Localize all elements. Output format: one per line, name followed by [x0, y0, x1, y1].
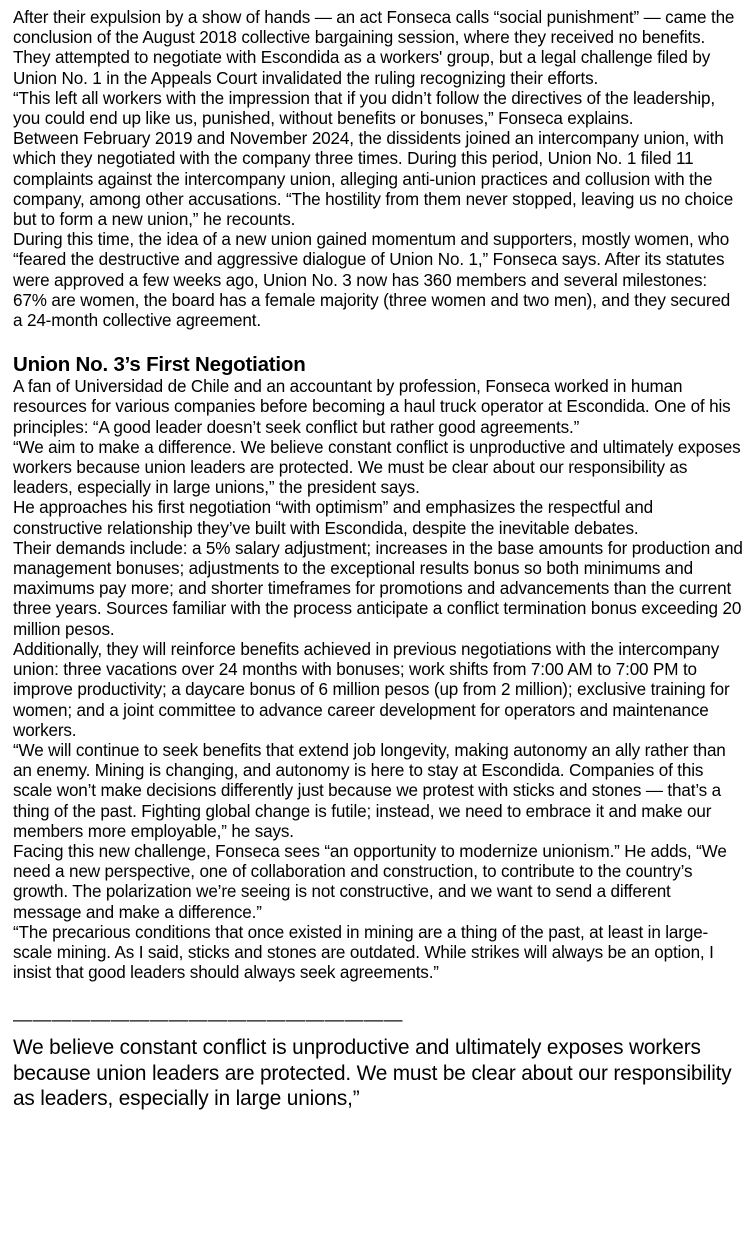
- paragraph-benefits: Additionally, they will reinforce benefits achieved in previous negotiations with the intercompany union: three vacations over 24 months with bonuses; work shifts from 7:00 AM to 7:00 PM to improve productivity; a daycare bonus of 6 million pesos (up from 2 million); exclusive training for women; and a joint committee to advance career development for operators and maintenance workers.: [13, 639, 730, 740]
- paragraph-intercompany-union: Between February 2019 and November 2024, the dissidents joined an intercompany union, with which they negotiated with the company three times. During this period, Union No. 1 filed 11 complaints against the intercompany union, alleging anti-union practices and collusion with the company, among other accusations. “The hostility from them never stopped, leaving us no choice but to form a new union,” he recounts.: [13, 129, 734, 230]
- paragraph-autonomy: “We will continue to seek benefits that extend job longevity, making autonomy an ally rather than an enemy. Mining is changing, and autonomy is here to stay at Escondida. Companies of this scale won’t make decisions differently just because we protest with sticks and stones — that’s a thing of the past. Fighting global change is futile; instead, we need to embrace it and make our members more employable,” he says.: [13, 740, 726, 841]
- paragraph-expulsion: After their expulsion by a show of hands — an act Fonseca calls “social punishment” — came the conclusion of the August 2018 collective bargaining session, where they received no benefits. They attempted to negotiate with Escondida as a workers' group, but a legal challenge filed by Union No. 1 in the Appeals Court invalidated the ruling recognizing their efforts.: [13, 8, 735, 88]
- paragraph-fonseca-explains: “This left all workers with the impression that if you didn’t follow the directives of the leadership, you could end up like us, punished, without benefits or bonuses,” Fonseca explains.: [13, 88, 716, 129]
- paragraph-demands: Their demands include: a 5% salary adjustment; increases in the base amounts for production and management bonuses; adjustments to the exceptional results bonus so both minimums and maximums pay more; and shorter timeframes for promotions and advancements than the current three years. Sources familiar with the process anticipate a conflict termination bonus exceeding 20 million pesos.: [13, 538, 743, 639]
- section-heading: Union No. 3’s First Negotiation: [13, 353, 306, 377]
- paragraph-make-a-difference: “We aim to make a difference. We believe constant conflict is unproductive and ultimately exposes workers because union leaders are protected. We must be clear about our responsibility as leaders, especially in large unions,” the president says.: [13, 437, 741, 498]
- paragraph-new-union-momentum: During this time, the idea of a new union gained momentum and supporters, mostly women, who “feared the destructive and aggressive dialogue of Union No. 1,” Fonseca says. After its statutes were approved a few weeks ago, Union No. 3 now has 360 members and several milestones: 67% are women, the board has a female majority (three women and two men), and they secured a 24-month collective agreement.: [13, 230, 731, 331]
- paragraph-fonseca-background: A fan of Universidad de Chile and an accountant by profession, Fonseca worked in human resources for various companies before becoming a haul truck operator at Escondida. One of his principles: “A good leader doesn’t seek conflict but rather good agreements.”: [13, 377, 731, 437]
- pull-quote-divider: ————————————————————: [13, 1011, 403, 1032]
- paragraph-modernize-unionism: Facing this new challenge, Fonseca sees “an opportunity to modernize unionism.” He adds, “We need a new perspective, one of collaboration and construction, to contribute to the country’s growth. The polarization we’re seeing is not constructive, and we want to send a different message and make a difference.”: [13, 841, 727, 922]
- paragraph-precarious-conditions: “The precarious conditions that once existed in mining are a thing of the past, at least in large-scale mining. As I said, sticks and stones are outdated. While strikes will always be an option, I insist that good leaders should always seek agreements.”: [13, 922, 714, 983]
- article-body: [13, 8, 743, 1112]
- pull-quote: We believe constant conflict is unproductive and ultimately exposes workers because union leaders are protected. We must be clear about our responsibility as leaders, especially in large unions,”: [13, 1036, 732, 1111]
- paragraph-optimism: He approaches his first negotiation “with optimism” and emphasizes the respectful and constructive relationship they’ve built with Escondida, despite the inevitable debates.: [13, 498, 653, 538]
